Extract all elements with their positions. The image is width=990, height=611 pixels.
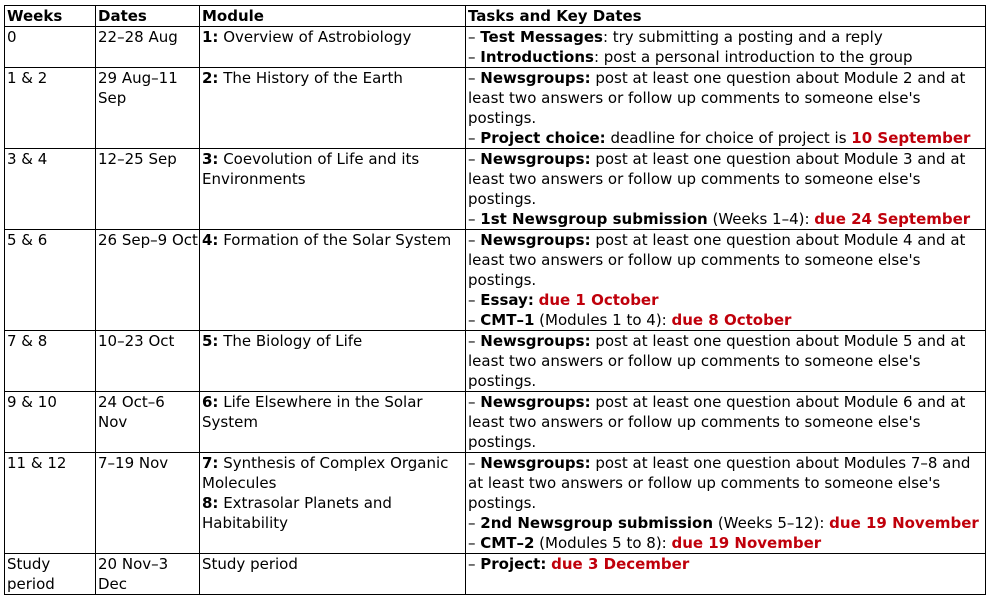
task-item: [468, 392, 984, 452]
dates-cell: 22–28 Aug: [96, 27, 200, 68]
header-tasks: Tasks and Key Dates: [466, 6, 986, 27]
tasks-cell: [466, 230, 986, 331]
task-dash: –: [468, 393, 481, 411]
task-item: [468, 230, 984, 290]
task-item: [468, 128, 984, 148]
task-item: [468, 310, 984, 330]
schedule-table: [4, 5, 986, 595]
weeks-cell: 0: [5, 27, 96, 68]
task-item: [468, 47, 984, 67]
tasks-cell: [466, 453, 986, 554]
module-title: Synthesis of Complex Organic Molecules: [202, 454, 449, 492]
task-dash: –: [468, 332, 481, 350]
task-text: post at least one question about Module 4 and at least two answers or follow up comments to someone else's postings.: [468, 231, 966, 289]
task-item: [468, 554, 984, 574]
dates-cell: 29 Aug–11 Sep: [96, 68, 200, 149]
module-cell: [200, 68, 466, 149]
task-text: (Weeks 5–12):: [713, 514, 830, 532]
dates-cell: 10–23 Oct: [96, 331, 200, 392]
module-entry: [202, 27, 464, 47]
due-date: 10 September: [851, 129, 971, 147]
task-label: Newsgroups:: [480, 393, 591, 411]
module-cell: [200, 392, 466, 453]
task-text: : post a personal introduction to the group: [593, 48, 913, 66]
task-item: [468, 149, 984, 209]
due-date: due 19 November: [671, 534, 822, 552]
task-text: post at least one question about Modules 7–8 and at least two answers or follow up comments to someone else's postings.: [468, 454, 971, 512]
task-label: Test Messages: [480, 28, 603, 46]
module-title: Formation of the Solar System: [218, 231, 452, 249]
table-row: [5, 331, 986, 392]
table-row: [5, 392, 986, 453]
due-date: due 3 December: [551, 555, 690, 573]
task-dash: –: [468, 311, 481, 329]
module-cell: [200, 230, 466, 331]
module-number: 2:: [202, 69, 219, 87]
task-label: Newsgroups:: [480, 69, 591, 87]
module-entry: [202, 554, 464, 574]
weeks-cell: 3 & 4: [5, 149, 96, 230]
module-number: 3:: [202, 150, 219, 168]
module-cell: [200, 453, 466, 554]
table-row: [5, 554, 986, 595]
task-dash: –: [468, 555, 481, 573]
module-entry: [202, 453, 464, 493]
task-item: [468, 533, 984, 553]
due-date: due 1 October: [538, 291, 659, 309]
task-dash: –: [468, 210, 481, 228]
table-row: [5, 230, 986, 331]
module-entry: [202, 230, 464, 250]
module-number: 6:: [202, 393, 219, 411]
module-entry: [202, 149, 464, 189]
due-date: due 8 October: [671, 311, 792, 329]
task-item: [468, 290, 984, 310]
task-dash: –: [468, 231, 481, 249]
module-number: 5:: [202, 332, 219, 350]
task-item: [468, 453, 984, 513]
task-label: Project choice:: [480, 129, 606, 147]
weeks-cell: 11 & 12: [5, 453, 96, 554]
module-cell: [200, 27, 466, 68]
task-label: Newsgroups:: [480, 231, 591, 249]
task-label: Newsgroups:: [480, 454, 591, 472]
task-item: [468, 209, 984, 229]
module-number: 4:: [202, 231, 219, 249]
dates-cell: 12–25 Sep: [96, 149, 200, 230]
weeks-cell: 5 & 6: [5, 230, 96, 331]
module-title: The Biology of Life: [218, 332, 363, 350]
due-date: due 24 September: [814, 210, 971, 228]
tasks-cell: [466, 149, 986, 230]
module-cell: [200, 554, 466, 595]
task-label: CMT–1: [480, 311, 535, 329]
task-label: Introductions: [480, 48, 594, 66]
module-entry: [202, 68, 464, 88]
module-title: Overview of Astrobiology: [218, 28, 412, 46]
task-dash: –: [468, 129, 481, 147]
module-number: 7:: [202, 454, 219, 472]
task-label: Essay:: [480, 291, 534, 309]
header-module: Module: [200, 6, 466, 27]
task-label: 1st Newsgroup submission: [480, 210, 708, 228]
task-dash: –: [468, 454, 481, 472]
module-title: The History of the Earth: [218, 69, 403, 87]
header-row: [5, 6, 986, 27]
task-item: [468, 513, 984, 533]
table-row: [5, 453, 986, 554]
task-label: Project:: [480, 555, 547, 573]
task-item: [468, 68, 984, 128]
module-entry: [202, 392, 464, 432]
task-dash: –: [468, 534, 481, 552]
task-dash: –: [468, 69, 481, 87]
module-title: Extrasolar Planets and Habitability: [202, 494, 392, 532]
task-text: deadline for choice of project is: [605, 129, 852, 147]
table-row: [5, 149, 986, 230]
table-row: [5, 68, 986, 149]
task-label: 2nd Newsgroup submission: [480, 514, 714, 532]
dates-cell: 24 Oct–6 Nov: [96, 392, 200, 453]
task-text: (Modules 1 to 4):: [534, 311, 672, 329]
weeks-cell: Study period: [5, 554, 96, 595]
task-label: CMT–2: [480, 534, 535, 552]
header-weeks: Weeks: [5, 6, 96, 27]
module-number: 8:: [202, 494, 219, 512]
task-dash: –: [468, 291, 481, 309]
tasks-cell: [466, 554, 986, 595]
weeks-cell: 9 & 10: [5, 392, 96, 453]
task-text: post at least one question about Module 2 and at least two answers or follow up comments to someone else's postings.: [468, 69, 966, 127]
task-label: Newsgroups:: [480, 150, 591, 168]
module-title: Life Elsewhere in the Solar System: [202, 393, 423, 431]
dates-cell: 26 Sep–9 Oct: [96, 230, 200, 331]
task-text: post at least one question about Module 5 and at least two answers or follow up comments to someone else's postings.: [468, 332, 966, 390]
tasks-cell: [466, 68, 986, 149]
module-cell: [200, 149, 466, 230]
task-text: (Modules 5 to 8):: [534, 534, 672, 552]
task-text: post at least one question about Module 3 and at least two answers or follow up comments to someone else's postings.: [468, 150, 966, 208]
task-text: post at least one question about Module 6 and at least two answers or follow up comments to someone else's postings.: [468, 393, 966, 451]
module-entry: [202, 331, 464, 351]
dates-cell: 7–19 Nov: [96, 453, 200, 554]
header-dates: Dates: [96, 6, 200, 27]
task-text: : try submitting a posting and a reply: [602, 28, 883, 46]
task-dash: –: [468, 514, 481, 532]
tasks-cell: [466, 392, 986, 453]
module-number: 1:: [202, 28, 219, 46]
tasks-cell: [466, 27, 986, 68]
task-dash: –: [468, 28, 481, 46]
schedule-body: [5, 27, 986, 595]
task-dash: –: [468, 48, 481, 66]
tasks-cell: [466, 331, 986, 392]
table-row: [5, 27, 986, 68]
dates-cell: 20 Nov–3 Dec: [96, 554, 200, 595]
weeks-cell: 1 & 2: [5, 68, 96, 149]
due-date: due 19 November: [829, 514, 979, 532]
module-title: Study period: [202, 555, 298, 573]
task-text: (Weeks 1–4):: [707, 210, 815, 228]
module-cell: [200, 331, 466, 392]
task-item: [468, 331, 984, 391]
task-dash: –: [468, 150, 481, 168]
weeks-cell: 7 & 8: [5, 331, 96, 392]
task-item: [468, 27, 984, 47]
module-entry: [202, 493, 464, 533]
task-label: Newsgroups:: [480, 332, 591, 350]
module-title: Coevolution of Life and its Environments: [202, 150, 420, 188]
